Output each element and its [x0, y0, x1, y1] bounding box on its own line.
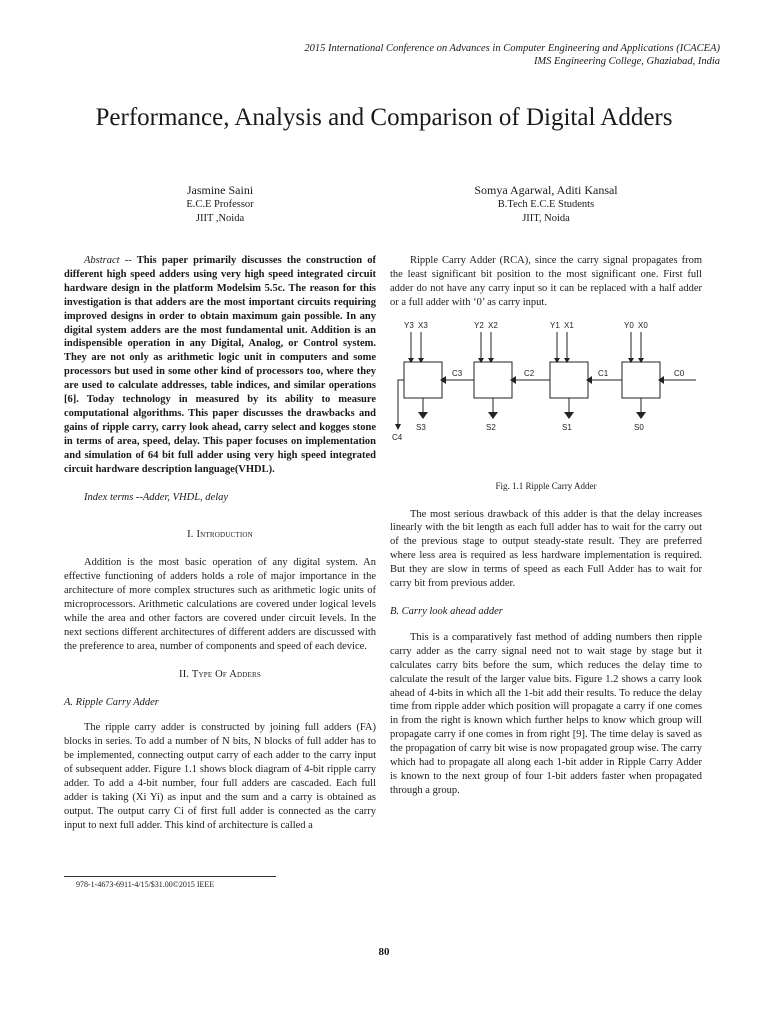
subsection-heading-cla: B. Carry look ahead adder	[390, 605, 503, 617]
right-column	[390, 254, 702, 798]
rca-drawback-paragraph: The most serious drawback of this adder is that the delay increases linearly with the bit length as each full adder has to wait for the carry out of the previous stage to output steady-state result. They are preferred where less area is required as less hardware implementation is required. But they are slow in terms of speed as each Full Adder has to wait for carry bit from previous adder.	[390, 508, 702, 590]
author-role: E.C.E Professor	[186, 199, 254, 210]
carry-label: C2	[524, 368, 535, 378]
full-adder-block	[622, 362, 660, 398]
input-label: X3	[418, 320, 428, 330]
full-adder-block	[474, 362, 512, 398]
abstract-body: This paper primarily discusses the construction of different high speed adders using very high speed integrated circuit hardware design in the platform Modelsim 5.5c. The reason for this investigation is that adders are the most important circuits requiring improved designs in order to obtain maximum gain possible. In any digital system adders are the most fundamental unit. Addition is an indispensible operation in any Digital, Analog, or Control system. They are not only as arithmetic logic unit in computers and some processors but used in some other kind of processors too, where they are used to calculate addresses, table indices, and similar operations [6]. Today technology in measured by its ability to measure computational algorithms. This paper discusses the drawbacks and gains of ripple carry, carry look ahead, carry select and kogges stone in terms of area, speed, delay. This paper focuses on implementation and simulation of 64 bit full adder using very high speed integrated circuit hardware description language(VHDL).	[64, 255, 376, 475]
author-affiliation: JIIT, Noida	[522, 213, 570, 224]
left-column	[64, 254, 376, 833]
abstract	[64, 254, 376, 477]
rca-paragraph: The ripple carry adder is constructed by joining full adders (FA) blocks in series. To add a number of N bits, N blocks of full adder has to be implemented, connecting output carry of each adder to the carry input of subsequent adder. Figure 1.1 shows block diagram of 4-bit ripple carry adder. To add a 4-bit number, four full adders are cascaded. Each full adder is taking (Xi Yi) as input and the sum and a carry is obtained as output. The output carry Ci of first full adder is connected as the carry input to next full adder. This kind of architecture is called a	[64, 722, 376, 831]
sum-label: S0	[634, 422, 644, 432]
introduction-paragraph: Addition is the most basic operation of any digital system. An effective functioning of adders holds a role of major importance in the architecture of more complex structures such as arithmetic logic units of microprocessors. Arithmetic calculations are covered under logical levels while the area and other factors are covered under circuit levels. In the next sections different architectures of different adders are discussed with the preference to area, number of components and speed of each device.	[64, 557, 376, 652]
input-label: Y0	[624, 320, 634, 330]
ripple-carry-adder-diagram	[390, 316, 702, 476]
copyright-footnote: 978-1-4673-6911-4/15/$31.00©2015 IEEE	[64, 876, 276, 889]
author-name: Jasmine Saini	[186, 183, 254, 197]
sum-label: S2	[486, 422, 496, 432]
author-name: Somya Agarwal, Aditi Kansal	[474, 183, 618, 197]
author-block-1	[64, 182, 376, 226]
input-label: X2	[488, 320, 498, 330]
rca-continuation-paragraph: Ripple Carry Adder (RCA), since the carry signal propagates from the least significant bit position to the most significant one. First full adder do not have any carry input so it can be replaced with a half adder or a full adder with ‘0’ as carry input.	[390, 255, 702, 308]
input-label: X1	[564, 320, 574, 330]
sum-label: S1	[562, 422, 572, 432]
subsection-heading-rca: A. Ripple Carry Adder	[64, 696, 159, 708]
carry-label: C3	[452, 368, 463, 378]
input-label: Y3	[404, 320, 414, 330]
abstract-lead: Abstract --	[84, 255, 132, 266]
paper-title: Performance, Analysis and Comparison of Digital Adders	[95, 104, 673, 131]
ripple-carry-adder-figure	[390, 316, 702, 476]
input-label: Y1	[550, 320, 560, 330]
index-terms: Index terms --Adder, VHDL, delay	[84, 491, 229, 503]
input-label: Y2	[474, 320, 484, 330]
conference-venue: IMS Engineering College, Ghaziabad, India	[533, 56, 720, 67]
carry-out-label: C4	[392, 432, 403, 442]
author-block-2	[390, 182, 702, 226]
section-heading-types: II. Type Of Adders	[179, 668, 261, 680]
sum-label: S3	[416, 422, 426, 432]
input-label: X0	[638, 320, 648, 330]
section-heading-introduction: I. Introduction	[187, 529, 253, 541]
full-adder-block	[550, 362, 588, 398]
figure-caption: Fig. 1.1 Ripple Carry Adder	[495, 480, 597, 491]
carry-label: C1	[598, 368, 609, 378]
author-affiliation: JIIT ,Noida	[195, 213, 245, 224]
cla-paragraph: This is a comparatively fast method of adding numbers then ripple carry adder as the carry signal need not to wait stage by stage but it calculates carry bits before the sum, which reduces the delay time to calculate the result of the larger value bits. Figure 1.2 shows a carry look ahead of 4-bits in which all the 1-bit add their results. To reduce the delay time from ripple adder which position will propagate a carry if one comes in from the right is known which further helps to know which group will propagate carry if one comes in from right [9]. The time delay is saved as the propagation of carry bit wise is now propagated group wise. The carry which had to propagate all along each 1-bit adder in Ripple Carry Adder is known to the next group of four 1-bit adders faster when propagated through a group.	[390, 631, 702, 796]
full-adder-block	[404, 362, 442, 398]
conference-name: 2015 International Conference on Advances in Computer Engineering and Applications (ICACEA)	[304, 43, 720, 54]
conference-header	[304, 42, 720, 68]
page-number: 80	[378, 946, 390, 958]
carry-label: C0	[674, 368, 685, 378]
author-role: B.Tech E.C.E Students	[497, 199, 595, 210]
